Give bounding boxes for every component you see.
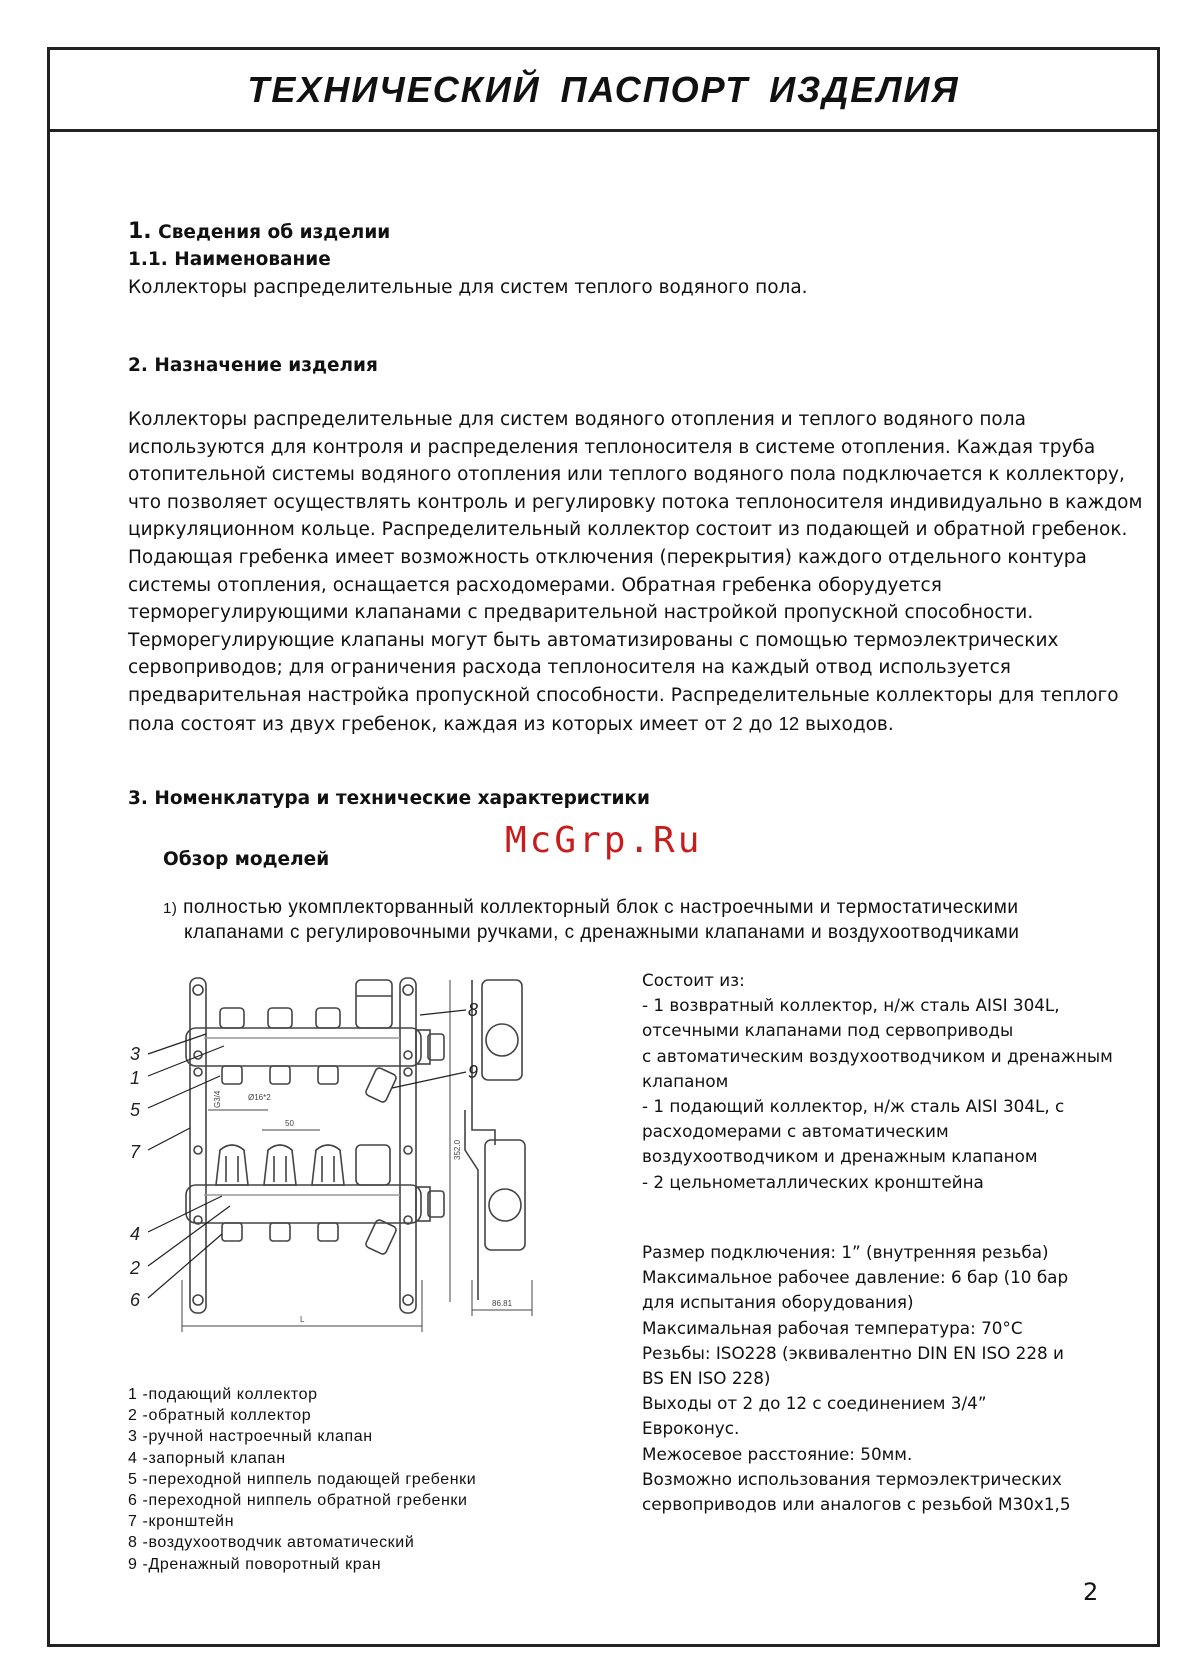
composition-line: отсечными клапанами под сервоприводы [642, 1020, 1014, 1041]
section2-line: циркуляционном кольце. Распределительный коллектор состоит из подающей и обратной гребенок. [128, 519, 1128, 541]
last-line-part: до [742, 713, 779, 735]
callout-9: 9 [468, 1062, 479, 1082]
spec-line: Размер подключения: 1” (внутренняя резьба) [642, 1242, 1049, 1262]
legend-item: 9 -Дренажный поворотный кран [128, 1555, 382, 1573]
section2-paragraph [128, 406, 1142, 738]
section1-heading [128, 218, 390, 247]
section2-line: предварительная настройка пропускной способности. Распределительные коллекторы для теплого [128, 684, 1119, 706]
section2-line: используются для контроля и распределения теплоносителя в системе отопления. Каждая труба [128, 436, 1096, 458]
composition-list [642, 968, 1113, 1195]
composition-line: Состоит из: [642, 970, 745, 990]
last-line-part: выходов. [799, 713, 894, 735]
section2-line: сервоприводов; для ограничения расхода теплоносителя на каждый отвод используется [128, 657, 1011, 679]
drain-valve [365, 1067, 398, 1103]
watermark: McGrp.Ru [505, 820, 703, 861]
dim-diameter: Ø16*2 [248, 1093, 271, 1102]
section1-text: Коллекторы распределительные для систем теплого водяного пола. [128, 277, 808, 298]
legend-item: 6 -переходной ниппель обратной гребенки [128, 1492, 468, 1510]
legend-item: 8 -воздухоотводчик автоматический [128, 1534, 415, 1552]
spec-line: Максимальная рабочая температура: 70°С [642, 1317, 1023, 1338]
callout-6: 6 [130, 1290, 141, 1310]
model1-number: 1) [163, 900, 178, 917]
composition-line: - 1 возвратный коллектор, н/ж сталь AISI 304L, [642, 995, 1060, 1016]
callout-7: 7 [130, 1142, 141, 1162]
legend-item: 5 -переходной ниппель подающей гребенки [128, 1470, 477, 1488]
section3-heading: 3. Номенклатура и технические характеристики [128, 788, 650, 809]
section1-title: Сведения об изделии [151, 222, 391, 243]
dim-spacing: 50 [285, 1119, 294, 1128]
spec-line: Евроконус. [642, 1418, 740, 1439]
model1-text: полностью укомплекторванный коллекторный блок с настроечными и термостатическими [177, 897, 1019, 918]
legend-item: 2 -обратный коллектор [128, 1407, 312, 1425]
section1-subheading: 1.1. Наименование [128, 249, 331, 270]
callout-8: 8 [468, 1000, 479, 1020]
section2-last-line [128, 710, 1142, 739]
spec-line: для испытания оборудования) [642, 1292, 914, 1313]
spec-line: Межосевое расстояние: 50мм. [642, 1443, 913, 1464]
dim-depth: 86.81 [492, 1299, 513, 1308]
section2-line: Подающая гребенка имеет возможность отключения (перекрытия) каждого отдельного контура [128, 546, 1087, 568]
air-vent [356, 980, 392, 1028]
bottom-manifold-bar [186, 1185, 421, 1223]
legend-item: 3 -ручной настроечный клапан [128, 1428, 373, 1446]
dim-width: L [300, 1315, 305, 1324]
callout-5: 5 [130, 1100, 141, 1120]
side-view-bottom [485, 1140, 525, 1250]
callout-2: 2 [130, 1258, 141, 1278]
composition-line: - 2 цельнометаллических кронштейна [642, 1171, 984, 1192]
last-line-part: пола состоят из двух гребенок, каждая из которых имеет от [128, 713, 733, 735]
spec-line: сервоприводов или аналогов с резьбой М30х1,5 [642, 1494, 1071, 1515]
last-line-number: 12 [778, 712, 800, 734]
last-line-number: 2 [732, 712, 743, 734]
composition-line: воздухоотводчиком и дренажным клапаном [642, 1146, 1038, 1167]
composition-line: клапаном [642, 1070, 729, 1091]
spec-line: BS EN ISO 228) [642, 1368, 771, 1389]
legend-item: 4 -запорный клапан [128, 1449, 286, 1467]
manifold-diagram [120, 960, 620, 1360]
section2-line: что позволяет осуществлять контроль и регулировку потока теплоносителя индивидуально в каждом [128, 491, 1143, 513]
composition-line: - 1 подающий коллектор, н/ж сталь AISI 304L, с [642, 1096, 1065, 1117]
legend-item: 1 -подающий коллектор [128, 1386, 318, 1403]
section1-number: 1. [128, 219, 152, 244]
section2-line: системы отопления, оснащается расходомерами. Обратная гребенка оборудуется [128, 574, 942, 596]
model1-line1 [163, 897, 1018, 919]
spec-line: Максимальное рабочее давление: 6 бар (10 бар [642, 1267, 1069, 1288]
callout-1: 1 [130, 1068, 141, 1088]
section2-line: терморегулирующими клапанами с предварительной настройкой пропускной способности. [128, 602, 1034, 624]
spec-line: Резьбы: ISO228 (эквивалентно DIN EN ISO 228 и [642, 1342, 1064, 1363]
title-bar [47, 47, 1160, 132]
composition-line: расходомерами с автоматическим [642, 1121, 949, 1142]
composition-line: с автоматическим воздухоотводчиком и дренажным [642, 1045, 1113, 1066]
callout-3: 3 [130, 1044, 141, 1064]
section2-line: отопительной системы водяного отопления или теплого водяного пола подключается к коллектору, [128, 464, 1125, 486]
legend-item: 7 -кронштейн [128, 1513, 235, 1531]
dim-height: 352.0 [453, 1139, 462, 1160]
specs-list [642, 1240, 1071, 1517]
dim-thread: G3/4 [213, 1090, 222, 1108]
spec-line: Возможно использования термоэлектрических [642, 1468, 1062, 1489]
section2-heading: 2. Назначение изделия [128, 355, 378, 376]
model1-line2: клапанами с регулировочными ручками, с дренажными клапанами и воздухоотводчиками [184, 922, 1020, 943]
section2-line: Терморегулирующие клапаны могут быть автоматизированы с помощью термоэлектрических [128, 629, 1059, 651]
section2-line: Коллекторы распределительные для систем водяного отопления и теплого водяного пола [128, 409, 1026, 430]
diagram-legend [128, 1384, 476, 1575]
spec-line: Выходы от 2 до 12 с соединением 3/4” [642, 1393, 987, 1414]
callout-4: 4 [130, 1224, 141, 1244]
side-view-top [482, 980, 522, 1080]
page-title: ТЕХНИЧЕСКИЙ ПАСПОРТ ИЗДЕЛИЯ [247, 69, 960, 110]
models-heading: Обзор моделей [163, 849, 330, 870]
page-number: 2 [1083, 1578, 1099, 1606]
